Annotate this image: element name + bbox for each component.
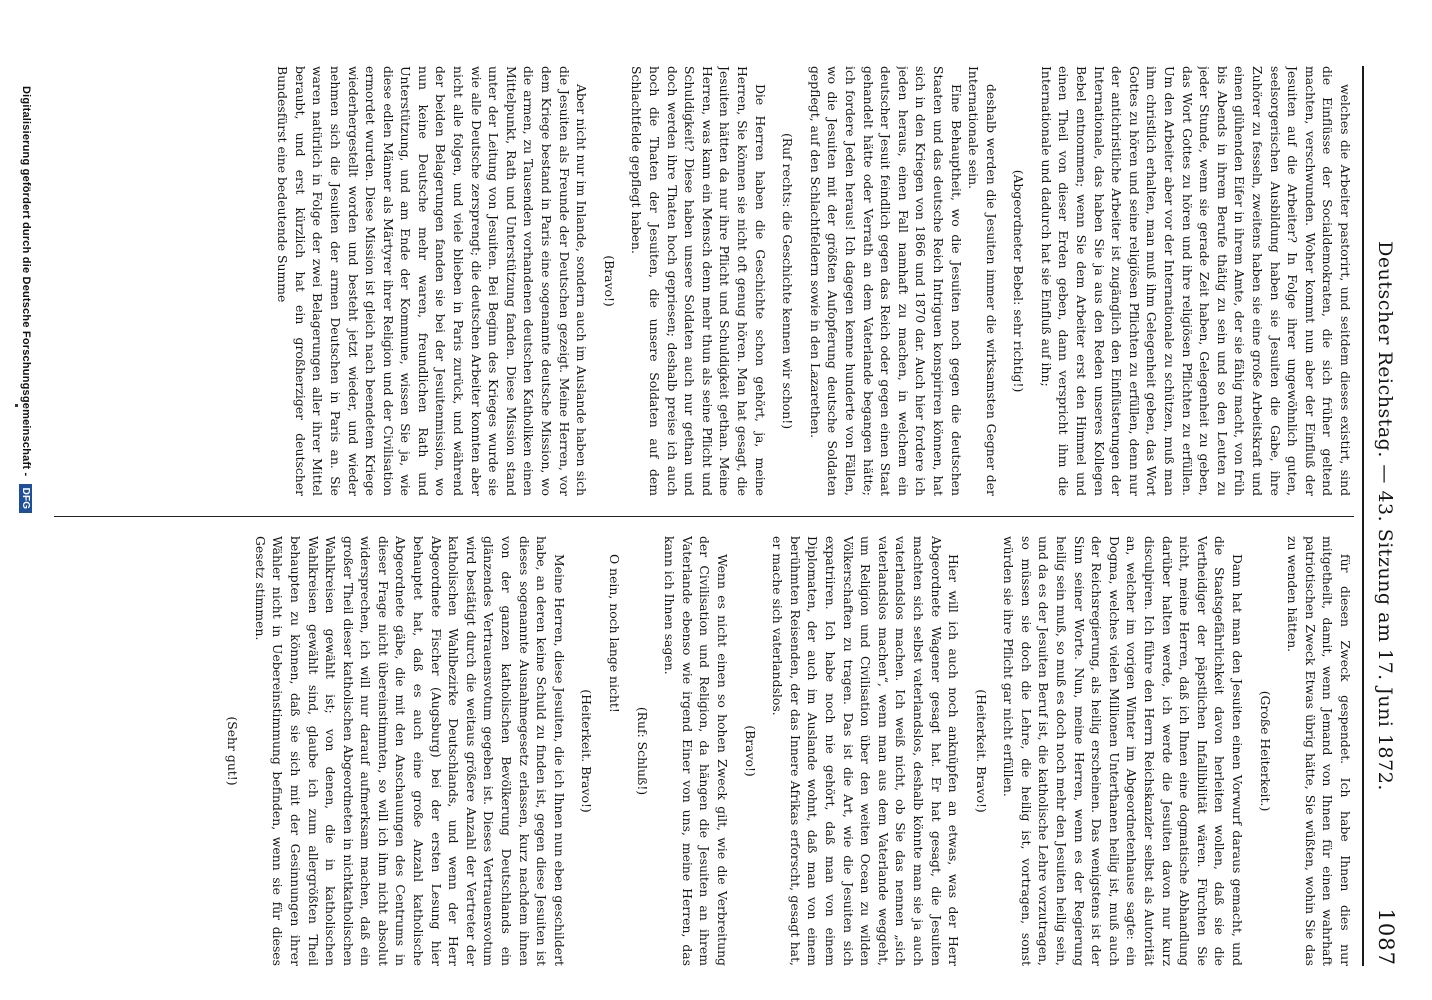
interjection: (Bravo!) [601,255,617,307]
paragraph: Hier will ich auch noch anknüpfen an etwas, was der Herr Abgeordnete Wagener gesagt hat. Er hat gesagt, die Jesuiten machten sich selbst vaterlandslos, deshalb könnte man sie ja auch vaterlandslos machen. Ich weiß nicht, ob Sie das nennen „sich vaterlandslos machen“, wenn man aus dem Vaterlande weggeht, um Religion und Civilisation über den weiten Ocean zu wilden Völkerschaften zu tragen. Das ist die Art, wie die Jesuiten sich expatriiren. Ich habe noch nie gehört, daß man von einem Diplomaten, der auch im Auslande wohnt, daß man von einem berühmten Reisenden, der das Innere Afrikas erforscht, gesagt hat, er mache sich vaterlandslos. [770,536,962,966]
page-title: Deutscher Reichstag. — 43. Sitzung am 17. Juni 1872. [1374,241,1396,791]
interjection: (Sehr gut!) [225,716,241,786]
paragraph: deshalb werden die Jesuiten immer die wirksamsten Gegner der Internationale sein. [966,66,999,496]
interjection: (Abgeordneter Bebel: sehr richtig!) [1011,169,1027,393]
interjection: (Ruf: Schluß!) [634,706,650,796]
paragraph: Aber nicht nur im Inlande, sondern auch im Auslande haben sich die Jesuiten als Freunde der Deutschen gezeigt. Meine Herren, vor dem Kriege bestand in Paris eine sogenannte deutsche Mission, wo die armen, zu Tausenden vorhandenen deutschen Katholiken einen Mittelpunkt, Rath und Unterstützung fanden. Diese Mission stand unter der Leitung von Jesuiten. Bei Beginn des Krieges wurde sie wie alle Deutsche zersprengt; die deutschen Arbeiter konnten aber nicht alle folgen, und viele blieben in Paris zurück, und während der beiden Belagerungen fanden sie bei der Jesuitenmission, wo nun keine Deutsche mehr waren, freundlichen Rath und Unterstützung, und am Ende der Kommune, wissen Sie ja, wie diese edlen Männer als Märtyrer ihrer Religion und der Civilisation ermordet wurden. Diese Mission ist gleich nach beendetem Kriege wiederhergestellt worden und besteht jetzt wieder, und wieder nehmen sich die Jesuiten der armen Deutschen in Paris an. Sie waren natürlich in Folge der zwei Belagerungen aller ihrer Mittel beraubt, und erst kürzlich hat ein großherziger deutscher Bundesfürst eine bedeutende Summe [275,66,590,496]
digitization-credit [19,86,32,513]
right-column [54,536,1354,966]
paragraph: welches die Arbeiter pastorirt, und seitdem dieses existirt, sind die Einflüsse der Socialdemokraten, die sich früher geltend machten, verschwunden. Woher kommt nun aber der Einfluß der Jesuiten auf die Arbeiter? In Folge ihrer ungewöhnlich guten, seelsorgerischen Ausbildung haben sie Jesuiten die Gabe, ihre Zuhörer zu fesseln, zweitens haben sie eine große Arbeitskraft und einen glühenden Eifer in ihrem Amte, der sie fähig macht, von früh bis Abends in ihrem Berufe thätig zu sein und so den Leuten zu jeder Stunde, wenn sie gerade Zeit haben, Gelegenheit zu geben, das Wort Gottes zu hören und ihre religiösen Pflichten zu erfüllen. Um den Arbeiter aber vor der Internationale zu schützen, muß man ihm christlich erhalten, man muß ihm Gelegenheit geben, das Wort Gottes zu hören und seine religiösen Pflichten zu erfüllen, denn nur der antichristliche Arbeiter ist zugänglich den Einflüsterungen der Internationale, das haben Sie ja aus den Reden unseres Kollegen Bebel entnommen; wenn Sie dem Arbeiter erst den Himmel und einen Theil von dieser Erden geben, dann verspricht ihm die Internationale und dadurch hat sie Einfluß auf ihn; [1038,66,1353,496]
paragraph: Die Herren haben die Geschichte schon gehört, ja, meine Herren, Sie können sie nicht oft genug hören. Man hat gesagt, die Jesuiten hätten da nur ihre Pflicht und Schuldigkeit gethan. Meine Herren, was kann ein Mensch denn mehr thun als seine Pflicht und Schuldigkeit? Diese haben unsere Soldaten auch nur gethan und doch werden ihre Thaten hoch gepriesen; deshalb preise ich auch hoch die Thaten der Jesuiten, die unsere Soldaten auf dem Schlachtfelde gepflegt haben. [629,66,768,496]
dfg-logo: DFG [19,484,32,514]
left-column [54,66,1354,496]
paragraph: Eine Behauptheit, wo die Jesuiten noch gegen die deutschen Staaten und das deutsche Reich Intriguen konspiriren können, hat sich in den Kriegen von 1866 und 1870 dar. Auch hier fordere ich jeden heraus, einen Fall namhaft zu machen, in welchem ein deutscher Jesuit feindlich gegen das Reich oder gegen einen Staat gehandelt hätte oder Verrath an dem Vaterlande begangen hätte; ich fordere Jeden heraus! Ich dagegen kenne hunderte von Fällen, wo die Jesuiten mit der größten Aufopferung deutsche Soldaten gepflegt, auf den Schlachtfeldern sowie in den Lazarethen. [807,66,964,496]
interjection: (Heiterkeit. Bravo!) [579,689,595,813]
paragraph: für diesen Zweck gespendet. Ich habe Ihnen dies nur mitgetheilt, damit, wenn Jemand von Ihnen für einen wahrhaft patriotischen Zweck Etwas übrig hätte, Sie wüßten, wohin Sie das zu wenden hätten. [1285,536,1353,966]
paragraph: Dann hat man den Jesuiten einen Vorwurf daraus gemacht, und die Staatsgefährlichkeit davon herleiten wollen, daß sie die Vertheidiger der päpstlichen Infallibilität wären. Fürchten Sie nicht, meine Herren, daß ich Ihnen eine dogmatische Abhandlung darüber halten werde, ich werde die Jesuiten davon nur kurz disculpiren. Ich führe den Herrn Reichskanzler selbst als Autorität an, welcher im vorigen Winter im Abgeordnetenhause sagte: ein Dogma, welches vielen Millionen Unterthanen heilig ist, muß auch der Reichsregierung, als heilig erscheinen. Das wenigstens ist der Sinn seiner Worte. Nun, meine Herren, wenn es der Regierung heilig sein muß, so muß es doch noch mehr den Jesuiten heilig sein, und da es der Jesuiten Beruf ist, die katholische Lehre vorzutragen, so müssen sie doch die Lehre, die heilig ist, vortragen, sonst würden sie ihre Pflicht gar nicht erfüllen. [1001,536,1246,966]
interjection: (Große Heiterkeit.) [1257,690,1273,812]
paragraph: O nein, noch lange nicht! [607,554,623,713]
interjection: (Heiterkeit. Bravo!) [973,689,989,813]
credit-text: Digitalisierung gefördert durch die Deutsche Forschungsgemeinschaft - [20,86,32,477]
column-divider [54,516,1354,517]
page-number: 1087 [1374,908,1398,966]
paragraph: Wenn es nicht einen so hohen Zweck gilt, wie die Verbreitung der Civilisation und Religion, da hängen die Jesuiten an ihrem Vaterlande ebenso wie irgend Einer von uns, meine Herren, das kann ich Ihnen sagen. [662,536,730,966]
paragraph: Meine Herren, diese Jesuiten, die ich Ihnen nun eben geschildert habe, an deren keine Schuld zu finden ist, gegen diese Jesuiten ist dieses sogenannte Ausnahmegesetz erlassen, kurz nachdem ihnen von der ganzen katholischen Bevölkerung Deutschlands ein glänzendes Vertrauensvotum gegeben ist. Dieses Vertrauensvotum wird bestätigt durch die weitaus größere Anzahl der Vertreter der katholischen Wahlbezirke Deutschlands, und wenn der Herr Abgeordnete Fischer (Augsburg) bei der ersten Lesung hier behauptet hat, daß es auch eine große Anzahl katholische Abgeordnete gäbe, die mit den Anschauungen des Centrums in dieser Frage nicht übereinstimmten, so will ich ihm nicht absolut widersprechen, ich will nur darauf aufmerksam machen, daß ein großer Theil dieser katholischen Abgeordneten in nichtkatholischen Wahlkreisen gewählt ist; von denen, die in katholischen Wahlkreisen gewählt sind, glaube ich zum allergrößten Theil behaupten zu können, daß sie sich mit der Gesinnungen ihrer Wähler nicht in Uebereinstimmung befinden, wenn sie für dieses Gesetz stimmen. [252,536,567,966]
interjection: (Bravo!) [742,725,758,777]
interjection: (Ruf rechts: die Geschichte kennen wir schon!) [780,132,796,430]
scan-mark [15,404,18,407]
page-header [1362,66,1404,966]
